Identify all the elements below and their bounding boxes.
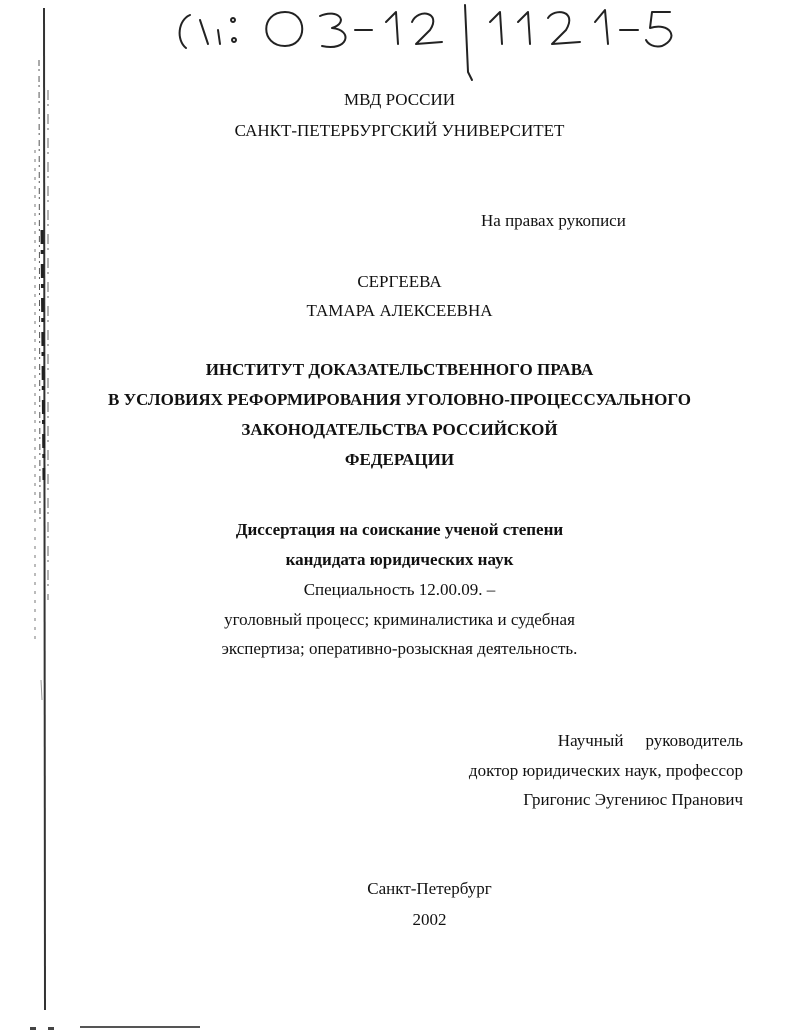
ministry-name: МВД РОССИИ: [343, 90, 456, 109]
footer-year: 2002: [412, 910, 447, 929]
manuscript-note: На правах рукописи: [481, 211, 626, 230]
specialty-description-line-1: уголовный процесс; криминалистика и судебная: [224, 610, 575, 629]
footer-city: Санкт-Петербург: [367, 879, 492, 898]
supervisor-label: [558, 731, 743, 751]
university-name: САНКТ-ПЕТЕРБУРГСКИЙ УНИВЕРСИТЕТ: [234, 121, 565, 140]
supervisor-name: Григонис Эугениюс Пранович: [523, 790, 743, 809]
title-line-2: В УСЛОВИЯХ РЕФОРМИРОВАНИЯ УГОЛОВНО-ПРОЦЕССУАЛЬНОГО: [108, 390, 691, 409]
author-name: ТАМАРА АЛЕКСЕЕВНА: [306, 301, 493, 320]
degree-line-2: кандидата юридических наук: [285, 550, 514, 569]
supervisor-label-word-2: руководитель: [645, 731, 743, 750]
degree-line-1: Диссертация на соискание ученой степени: [235, 520, 564, 539]
supervisor-label-word-1: Научный: [557, 731, 624, 750]
supervisor-degree: доктор юридических наук, профессор: [468, 761, 743, 780]
handwritten-archive-code: [150, 0, 710, 95]
specialty-description-line-2: экспертиза; оперативно-розыскная деятельность.: [221, 639, 578, 658]
title-line-4: ФЕДЕРАЦИИ: [344, 450, 455, 469]
title-line-3: ЗАКОНОДАТЕЛЬСТВА РОССИЙСКОЙ: [241, 420, 558, 439]
author-surname: СЕРГЕЕВА: [357, 272, 442, 291]
scan-bottom-marks: [30, 1024, 330, 1034]
specialty-line: Специальность 12.00.09. –: [303, 580, 496, 599]
title-line-1: ИНСТИТУТ ДОКАЗАТЕЛЬСТВЕННОГО ПРАВА: [205, 360, 594, 379]
